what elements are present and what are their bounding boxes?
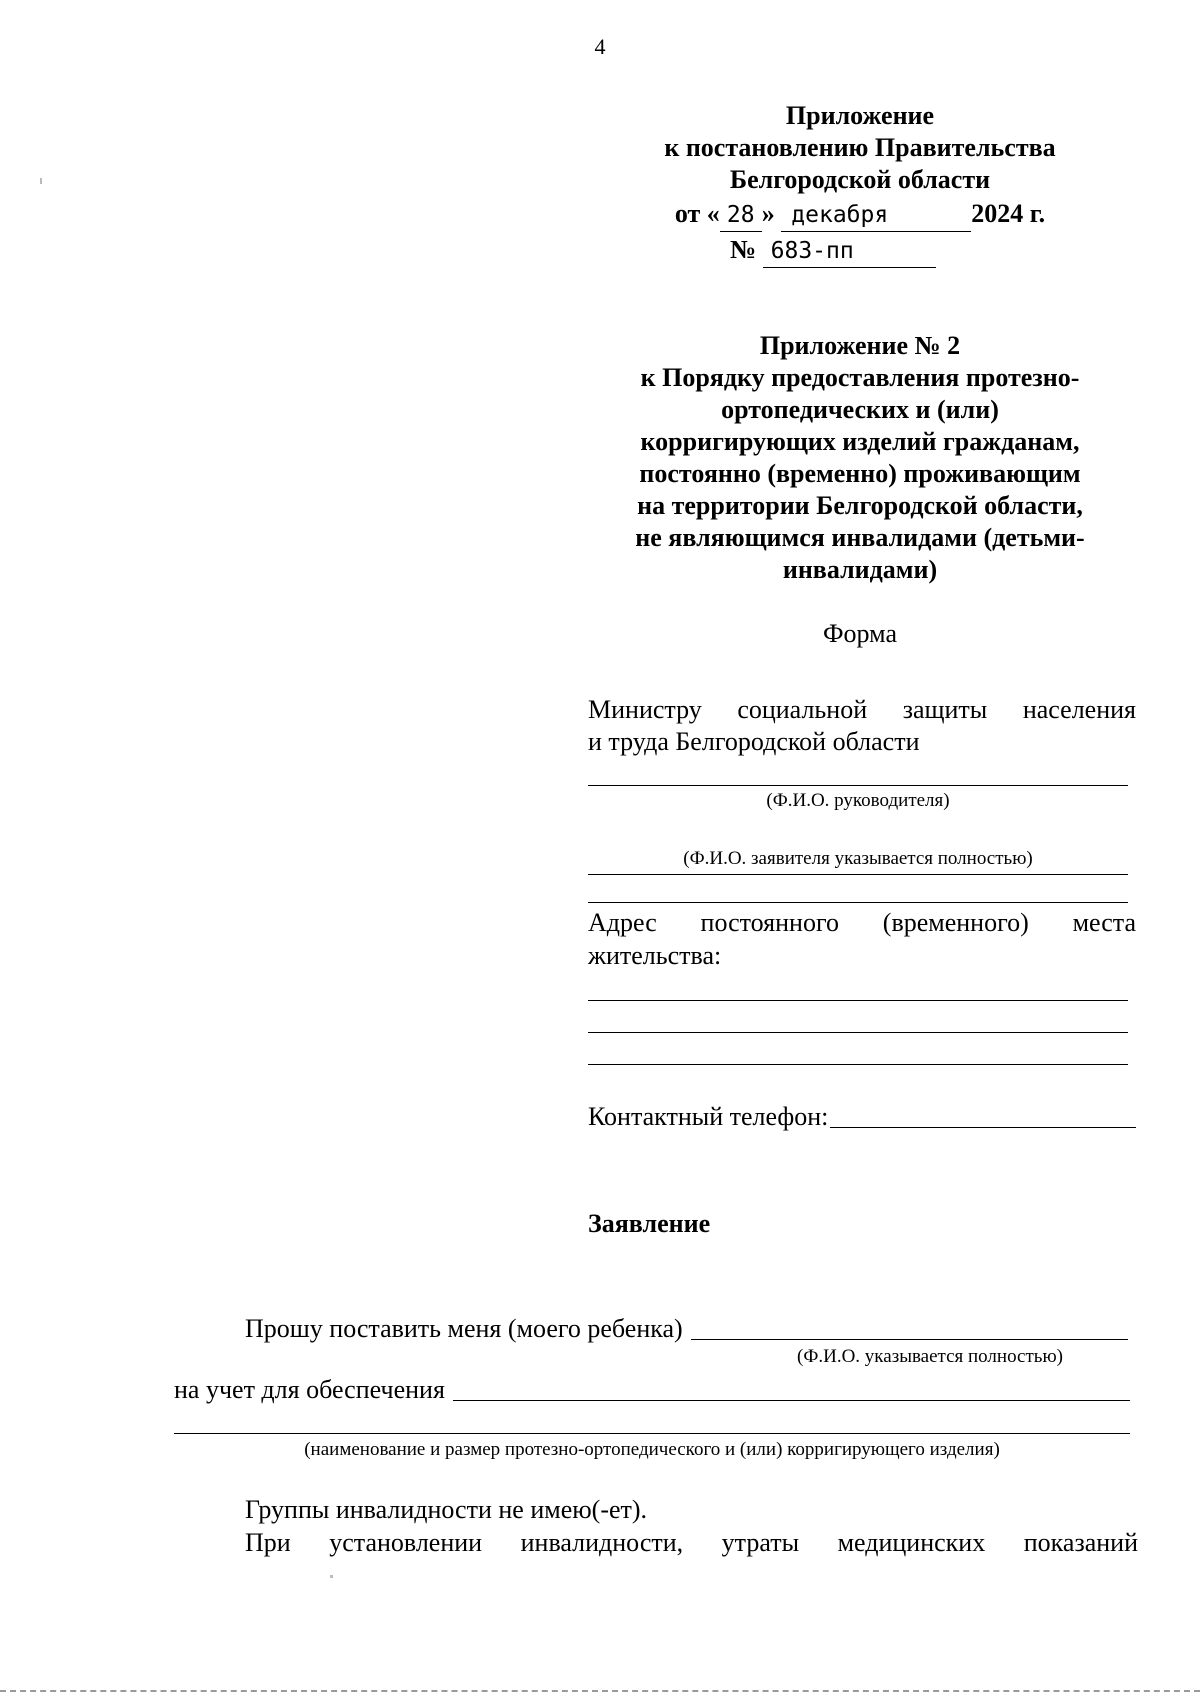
- register-row: [174, 1374, 1130, 1406]
- head-name-line: [588, 785, 1128, 786]
- child-name-fill-line: [691, 1339, 1128, 1340]
- page-number: 4: [594, 34, 606, 59]
- appendix-line: не являющимся инвалидами (детьми-: [635, 523, 1085, 552]
- appendix-line: к Порядку предоставления протезно-: [640, 363, 1080, 392]
- addressee-line1: Министру социальной защиты населения: [588, 695, 1136, 724]
- applicant-name-caption: (Ф.И.О. заявителя указывается полностью): [683, 848, 1033, 869]
- applicant-name-line: [588, 874, 1128, 875]
- addressee-line2: и труда Белгородской области: [588, 727, 920, 756]
- appendix-line: корригирующих изделий гражданам,: [640, 427, 1080, 456]
- appendix-line: ортопедических и (или): [721, 395, 999, 424]
- head-name-caption: (Ф.И.О. руководителя): [766, 790, 950, 811]
- continuation-text: При установлении инвалидности, утраты медицинских показаний: [245, 1528, 1138, 1557]
- appendix-block: [600, 330, 1120, 586]
- product-fill-line-2: [174, 1433, 1130, 1434]
- appendix-line: на территории Белгородской области,: [637, 491, 1083, 520]
- approval-block: [600, 100, 1120, 268]
- scan-artifact: [40, 178, 42, 184]
- scan-artifact: [330, 1575, 333, 1578]
- date-year: 2024 г.: [971, 199, 1046, 228]
- address-fill-line: [588, 1000, 1128, 1001]
- child-name-caption: (Ф.И.О. указывается полностью): [797, 1346, 1063, 1367]
- approval-number-line: [600, 234, 1120, 268]
- date-mid: »: [761, 199, 775, 228]
- product-fill-line: [453, 1400, 1130, 1401]
- appendix-line: инвалидами): [782, 555, 938, 584]
- product-caption: (наименование и размер протезно-ортопедического и (или) корригирующего изделия): [304, 1439, 1000, 1460]
- scan-edge-line: [0, 1690, 1200, 1692]
- approval-region-line: Белгородской области: [729, 165, 991, 194]
- approval-title: Приложение: [785, 101, 935, 130]
- statement-title: Заявление: [588, 1209, 711, 1238]
- address-line1: Адрес постоянного (временного) места: [588, 908, 1136, 937]
- phone-fill-line: [830, 1127, 1136, 1128]
- appendix-line: постоянно (временно) проживающим: [639, 459, 1081, 488]
- request-row: [245, 1313, 1128, 1345]
- no-disability-text: Группы инвалидности не имею(-ет).: [245, 1495, 648, 1524]
- request-text: Прошу поставить меня (моего ребенка): [245, 1314, 683, 1343]
- address-line2: жительства:: [588, 941, 722, 970]
- date-day: 28: [720, 199, 762, 232]
- register-text: на учет для обеспечения: [174, 1375, 445, 1404]
- date-prefix: от «: [674, 199, 720, 228]
- form-label: Форма: [823, 619, 897, 648]
- date-month: декабря: [781, 199, 971, 232]
- extra-line: [588, 902, 1128, 903]
- number-label: №: [730, 235, 757, 264]
- approval-decree-line: к постановлению Правительства: [664, 133, 1056, 162]
- phone-label: Контактный телефон:: [588, 1102, 829, 1131]
- address-fill-line: [588, 1064, 1128, 1065]
- appendix-title: Приложение № 2: [759, 331, 961, 360]
- decree-number: 683-пп: [763, 235, 936, 268]
- address-fill-line: [588, 1032, 1128, 1033]
- approval-date-line: [600, 198, 1120, 232]
- phone-field: [588, 1101, 1136, 1133]
